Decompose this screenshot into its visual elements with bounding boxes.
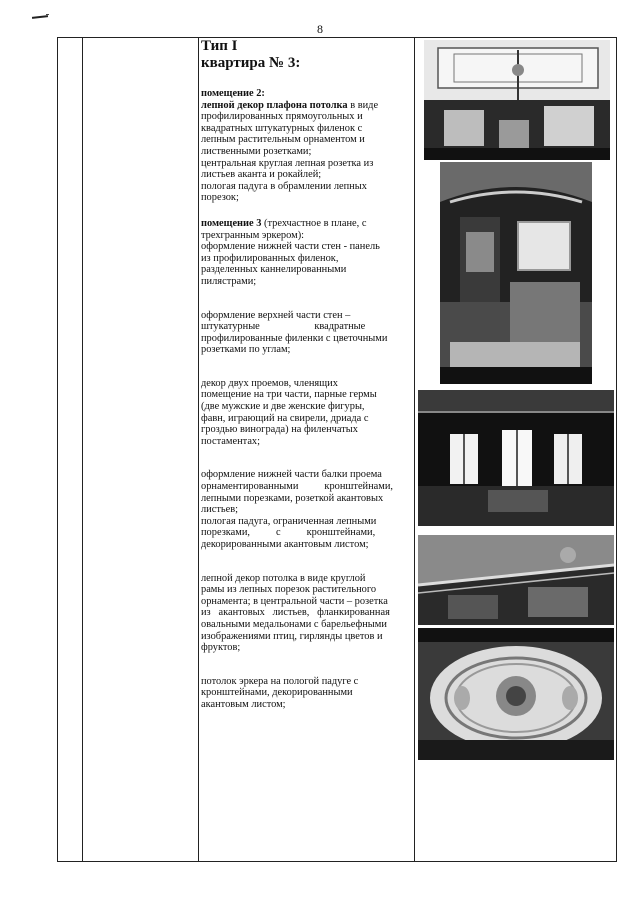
column-divider: [414, 38, 415, 861]
text-line: оформление нижней части стен - панель: [201, 241, 380, 253]
text-line: розетками по углам;: [201, 344, 291, 356]
text-line: (две мужские и две женские фигуры,: [201, 401, 365, 413]
text-line: орнамента; в центральной части – розетка: [201, 595, 388, 607]
text-line: пологая падуга, ограниченная лепными: [201, 515, 377, 527]
column-divider: [82, 38, 83, 861]
beam-ceiling-photo: [418, 535, 614, 625]
room-2-label: помещение 2:: [201, 88, 265, 99]
type-heading: Тип I: [201, 38, 238, 54]
text-line: гроздью винограда) на филенчатых: [201, 424, 358, 436]
column-divider: [198, 38, 199, 861]
page-number: 8: [317, 22, 323, 36]
text-line: овальными медальонами с барельефными: [201, 618, 387, 630]
text-line: лиственными розетками;: [201, 145, 312, 157]
text-line: лепными порезками, розеткой акантовых: [201, 492, 384, 504]
text-line: пологая падуга в обрамлении лепных: [201, 180, 367, 192]
ceiling-rosette-photo: [418, 628, 614, 760]
text-line: оформление нижней части балки проема: [201, 469, 382, 481]
text-line: лепной декор потолка в виде круглой: [201, 572, 366, 584]
text-line: штукатурные квадратные: [201, 321, 366, 333]
description-column: [201, 38, 411, 711]
text-line: из акантовых листьев, фланкированная: [201, 607, 390, 619]
text-line: потолок эркера на пологой падуге с: [201, 675, 359, 687]
text-line: разделенных каннелированными: [201, 264, 347, 276]
scan-mark: [32, 15, 48, 19]
text-line: кронштейнами, декорированными: [201, 687, 353, 699]
text-line: декор двух проемов, членящих: [201, 377, 338, 389]
text-line: центральная круглая лепная розетка из: [201, 157, 374, 169]
text-line: постаментах;: [201, 435, 261, 447]
text-line: лепным растительным орнаментом и: [201, 134, 365, 146]
apartment-heading: квартира № 3:: [201, 55, 301, 71]
text-line: декорированными акантовым листом;: [201, 539, 369, 550]
text-line: профилированные филенки с цветочными: [201, 332, 388, 344]
room-3-label-line: помещение 3 (трехчастное в плане, с: [201, 217, 367, 229]
text-line: пилястрами;: [201, 275, 257, 287]
text-line: трехгранным эркером):: [201, 229, 305, 241]
text-line: рамы из лепных порезок растительного: [201, 584, 377, 596]
text-line: лепной декор плафона потолка в виде: [201, 99, 379, 111]
text-line: листьев аканта и рокайлей;: [201, 169, 322, 181]
text-line: оформление верхней части стен –: [201, 309, 351, 321]
room-interior-photo: [440, 162, 592, 384]
bay-window-photo: [418, 390, 614, 526]
text-line: листьев;: [201, 504, 239, 516]
ceiling-plafond-photo: [424, 40, 610, 160]
text-line: помещение на три части, парные гермы: [201, 389, 377, 401]
text-line: порезок;: [201, 192, 239, 204]
text-line: из профилированных филенок,: [201, 252, 339, 264]
text-line: орнаментированными кронштейнами,: [201, 481, 394, 493]
text-line: порезками, с кронштейнами,: [201, 527, 376, 539]
text-line: квадратных штукатурных филенок с: [201, 122, 363, 134]
text-line: изображениями птиц, гирлянды цветов и: [201, 630, 383, 642]
text-line: акантовым листом;: [201, 698, 286, 710]
scan-mark: [46, 14, 49, 15]
text-line: профилированных прямоугольных и: [201, 111, 363, 123]
text-line: фавн, играющий на свирели, дриада с: [201, 412, 369, 424]
text-line: фруктов;: [201, 642, 241, 654]
